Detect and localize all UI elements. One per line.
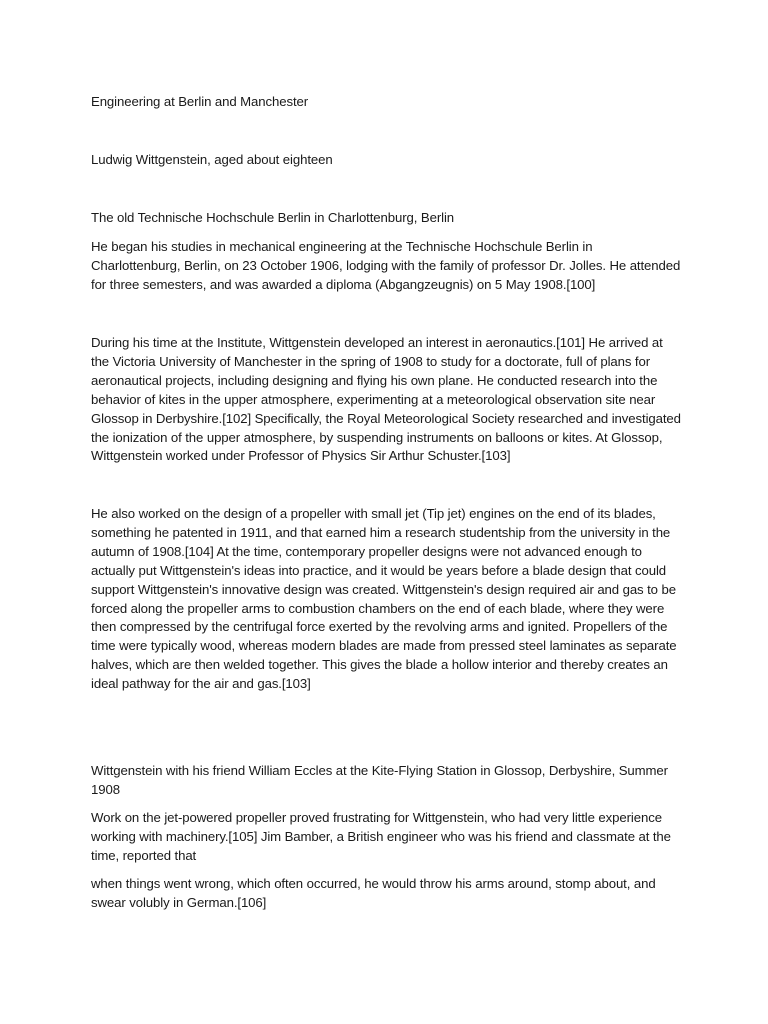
caption-hochschule: The old Technische Hochschule Berlin in Charlottenburg, Berlin xyxy=(91,210,455,225)
paragraph-propeller: He also worked on the design of a propeller with small jet (Tip jet) engines on the end of its blades, something he patented in 1911, and that earned him a research studentship from the university in the autumn of 1908.[104] At the time, contemporary propeller designs were not advanced enough to actually put Wittgenstein's ideas into practice, and it would be years before a blade design that could support Wittgenstein's innovative design was created. Wittgenstein's design required air and gas to be forced along the propeller arms to combustion chambers on the end of each blade, where they were then compressed by the centrifugal force exerted by the revolving arms and ignited. Propellers of the time were typically wood, whereas modern blades are made from pressed steel laminates as separate halves, which are then welded together. This gives the blade a hollow interior and thereby creates an ideal pathway for the air and gas.[103] xyxy=(91,506,677,692)
paragraph-berlin: He began his studies in mechanical engineering at the Technische Hochschule Berlin in Charlottenburg, Berlin, on 23 October 1906, lodging with the family of professor Dr. Jolles. He attended for three semesters, and was awarded a diploma (Abgangzeugnis) on 5 May 1908.[100] xyxy=(91,239,681,292)
caption-kite-station: Wittgenstein with his friend William Eccles at the Kite-Flying Station in Glossop, Derbyshire, Summer 1908 xyxy=(91,763,668,797)
section-heading: Engineering at Berlin and Manchester xyxy=(91,94,309,109)
paragraph-manchester: During his time at the Institute, Wittgenstein developed an interest in aeronautics.[101] He arrived at the Victoria University of Manchester in the spring of 1908 to study for a doctorate, full of plans for aeronautical projects, including designing and flying his own plane. He conducted research into the behavior of kites in the upper atmosphere, experimenting at a meteorological observation site near Glossop in Derbyshire.[102] Specifically, the Royal Meteorological Society researched and investigated the ionization of the upper atmosphere, by suspending instruments on balloons or kites. At Glossop, Wittgenstein worked under Professor of Physics Sir Arthur Schuster.[103] xyxy=(91,335,681,464)
caption-portrait: Ludwig Wittgenstein, aged about eighteen xyxy=(91,152,333,167)
quote-bamber: when things went wrong, which often occurred, he would throw his arms around, stomp about, and swear volubly in German.[106] xyxy=(91,876,656,910)
paragraph-frustration: Work on the jet-powered propeller proved frustrating for Wittgenstein, who had very little experience working with machinery.[105] Jim Bamber, a British engineer who was his friend and classmate at the time, reported that xyxy=(91,810,671,863)
